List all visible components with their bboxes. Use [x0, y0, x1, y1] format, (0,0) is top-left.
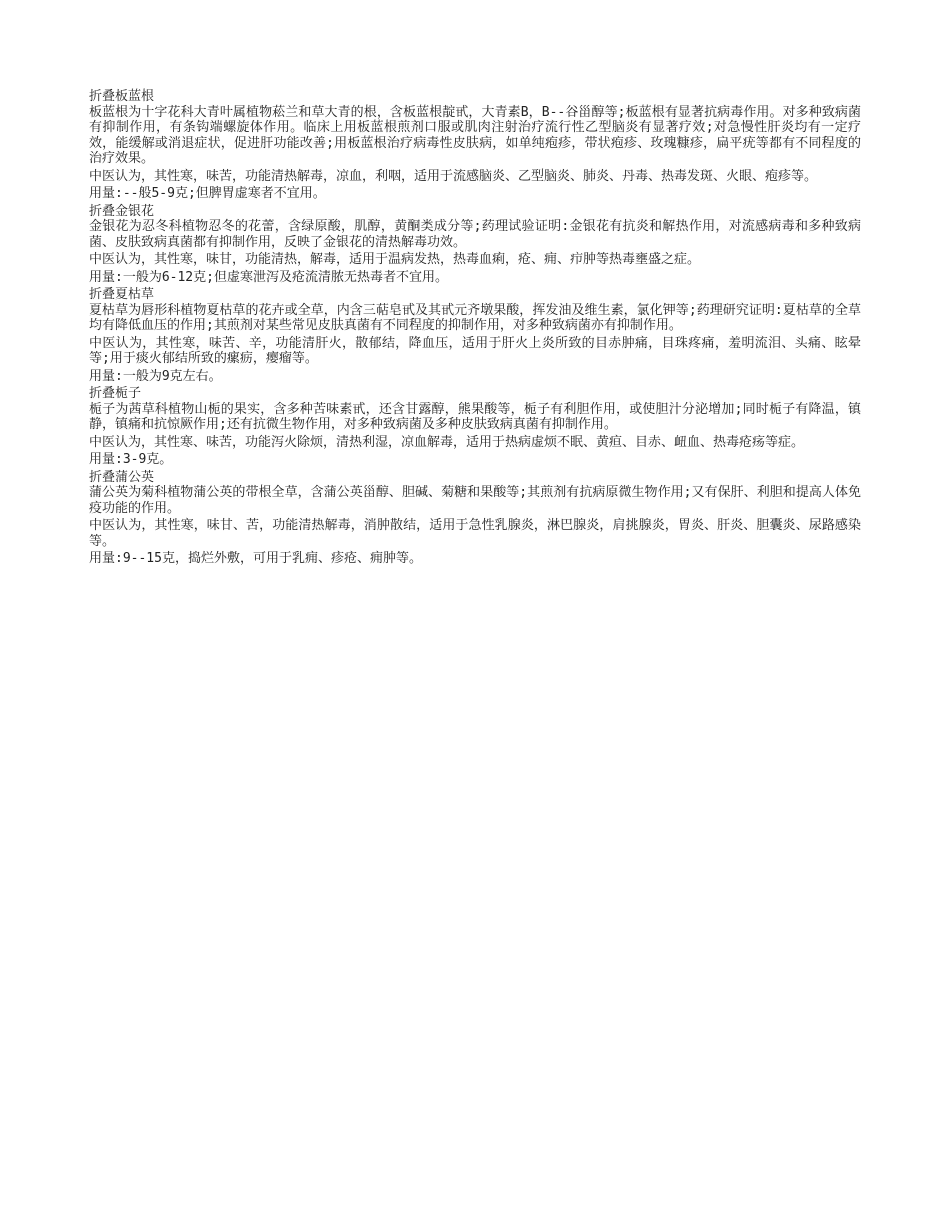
section-jinyinhua [89, 204, 861, 286]
paragraph: 用量:9--15克，捣烂外敷，可用于乳痈、疹疮、痈肿等。 [89, 551, 422, 566]
paragraph: 中医认为，其性寒，味苦、辛，功能清肝火，散郁结，降血压，适用于肝火上炎所致的目赤肿痛，目珠疼痛，羞明流泪、头痛、眩晕等;用于痰火郁结所致的瘰疬，瘿瘤等。 [89, 335, 861, 366]
paragraph: 板蓝根为十字花科大青叶属植物菘兰和草大青的根，含板蓝根靛甙，大青素B，B--谷甾醇等;板蓝根有显著抗病毒作用。对多种致病菌有抑制作用，有条钩端螺旋体作用。临床上用板蓝根煎剂口服或肌肉注射治疗流行性乙型脑炎有显著疗效;对急慢性肝炎均有一定疗效，能缓解或消退症状，促进肝功能改善;用板蓝根治疗病毒性皮肤病，如单纯疱疹，带状疱疹、玫瑰糠疹，扁平疣等都有不同程度的治疗效果。 [89, 104, 861, 166]
paragraph: 栀子为茜草科植物山栀的果实，含多种苦味素甙，还含甘露醇，熊果酸等，栀子有利胆作用，或使胆汁分泌增加;同时栀子有降温，镇静，镇痛和抗惊厥作用;还有抗微生物作用，对多种致病菌及多种皮肤致病真菌有抑制作用。 [89, 401, 861, 432]
document-body [89, 89, 861, 569]
section-title[interactable]: 折叠板蓝根 [89, 89, 155, 104]
paragraph: 夏枯草为唇形科植物夏枯草的花卉或全草，内含三萜皂甙及其甙元齐墩果酸，挥发油及维生素，氯化钾等;药理研究证明:夏枯草的全草均有降低血压的作用;其煎剂对某些常见皮肤真菌有不同程度的抑制作用，对多种致病菌亦有抑制作用。 [89, 302, 861, 333]
section-title[interactable]: 折叠金银花 [89, 203, 155, 219]
paragraph: 中医认为，其性寒，味苦，功能清热解毒，凉血，利咽，适用于流感脑炎、乙型脑炎、肺炎、丹毒、热毒发斑、火眼、疱疹等。 [89, 168, 818, 184]
paragraph: 蒲公英为菊科植物蒲公英的带根全草，含蒲公英甾醇、胆碱、菊糖和果酸等;其煎剂有抗病原微生物作用;又有保肝、利胆和提高人体免疫功能的作用。 [89, 485, 861, 516]
paragraph: 用量:--般5-9克;但脾胃虚寒者不宜用。 [89, 186, 326, 201]
paragraph: 用量:一般为6-12克;但虚寒泄泻及疮流清脓无热毒者不宜用。 [89, 269, 448, 285]
paragraph: 中医认为，其性寒，味甘、苦，功能清热解毒，消肿散结，适用于急性乳腺炎，淋巴腺炎，肩挑腺炎，胃炎、肝炎、胆囊炎、尿路感染等。 [89, 518, 861, 549]
section-zhizi [89, 386, 861, 468]
section-banlangen [89, 89, 861, 202]
section-title[interactable]: 折叠栀子 [89, 386, 142, 401]
section-title[interactable]: 折叠夏枯草 [89, 287, 155, 302]
section-pugongying [89, 470, 861, 567]
paragraph: 金银花为忍冬科植物忍冬的花蕾，含绿原酸，肌醇，黄酮类成分等;药理试验证明:金银花有抗炎和解热作用，对流感病毒和多种致病菌、皮肤致病真菌都有抑制作用，反映了金银花的清热解毒功效。 [89, 219, 861, 250]
section-xiakucao [89, 287, 861, 384]
paragraph: 用量:一般为9克左右。 [89, 368, 222, 384]
paragraph: 中医认为，其性寒，味甘，功能清热，解毒，适用于温病发热，热毒血痢，疮、痈、疖肿等热毒壅盛之症。 [89, 252, 701, 267]
section-title[interactable]: 折叠蒲公英 [89, 469, 155, 485]
paragraph: 中医认为，其性寒、味苦，功能泻火除烦，清热利湿，凉血解毒，适用于热病虚烦不眠、黄疸、目赤、衄血、热毒疮疡等症。 [89, 434, 805, 450]
paragraph: 用量:3-9克。 [89, 452, 173, 467]
